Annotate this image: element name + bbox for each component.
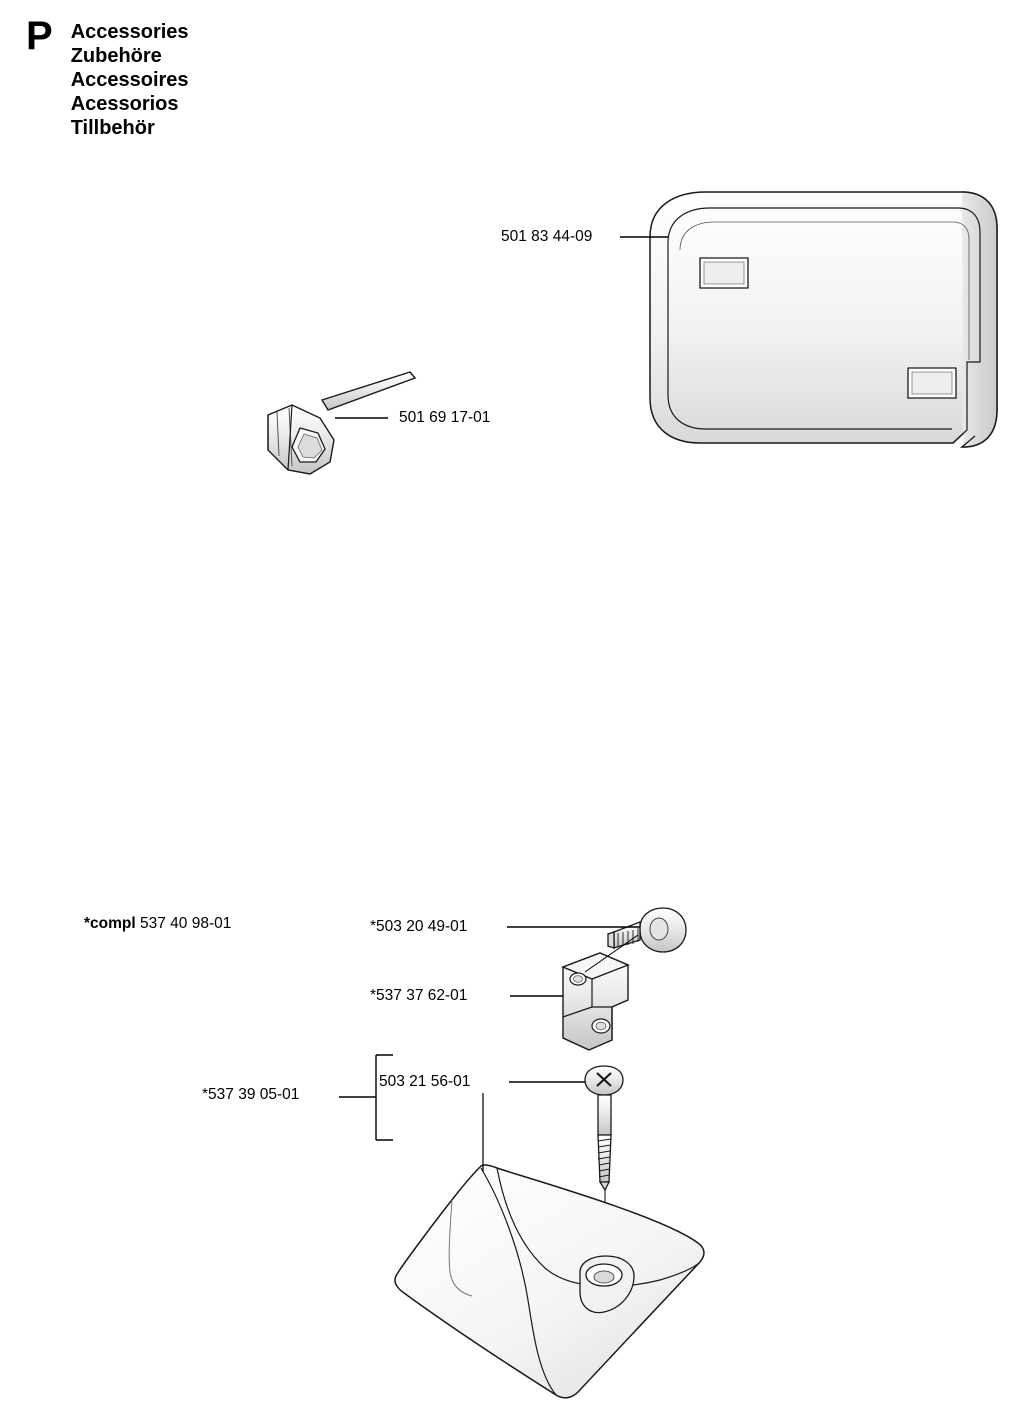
title-de: Zubehöre <box>70 45 162 67</box>
label-bracket: *537 37 62-01 <box>370 987 468 1004</box>
part-screw-top <box>608 908 686 952</box>
label-compl-number: 537 40 98-01 <box>140 915 232 932</box>
label-combination-wrench: 501 69 17-01 <box>399 409 491 426</box>
title-en: Accessories <box>70 21 189 43</box>
part-combination-wrench <box>268 372 415 474</box>
label-screw-top: *503 20 49-01 <box>370 918 468 935</box>
part-bar-cover <box>650 192 997 447</box>
part-bracket <box>563 953 628 1050</box>
label-guard-assembly: *537 39 05-01 <box>202 1086 300 1103</box>
title-pt: Acessorios <box>70 93 179 115</box>
label-screw-long: 503 21 56-01 <box>379 1073 471 1090</box>
label-assembly-complete <box>84 915 231 933</box>
label-bar-cover: 501 83 44-09 <box>501 228 593 245</box>
label-compl-prefix: *compl <box>84 915 136 932</box>
section-letter: P <box>26 14 53 58</box>
part-guard-plate <box>395 1165 704 1398</box>
title-sv: Tillbehör <box>70 117 155 139</box>
part-screw-long <box>585 1066 623 1190</box>
title-fr: Accessoires <box>70 69 189 91</box>
